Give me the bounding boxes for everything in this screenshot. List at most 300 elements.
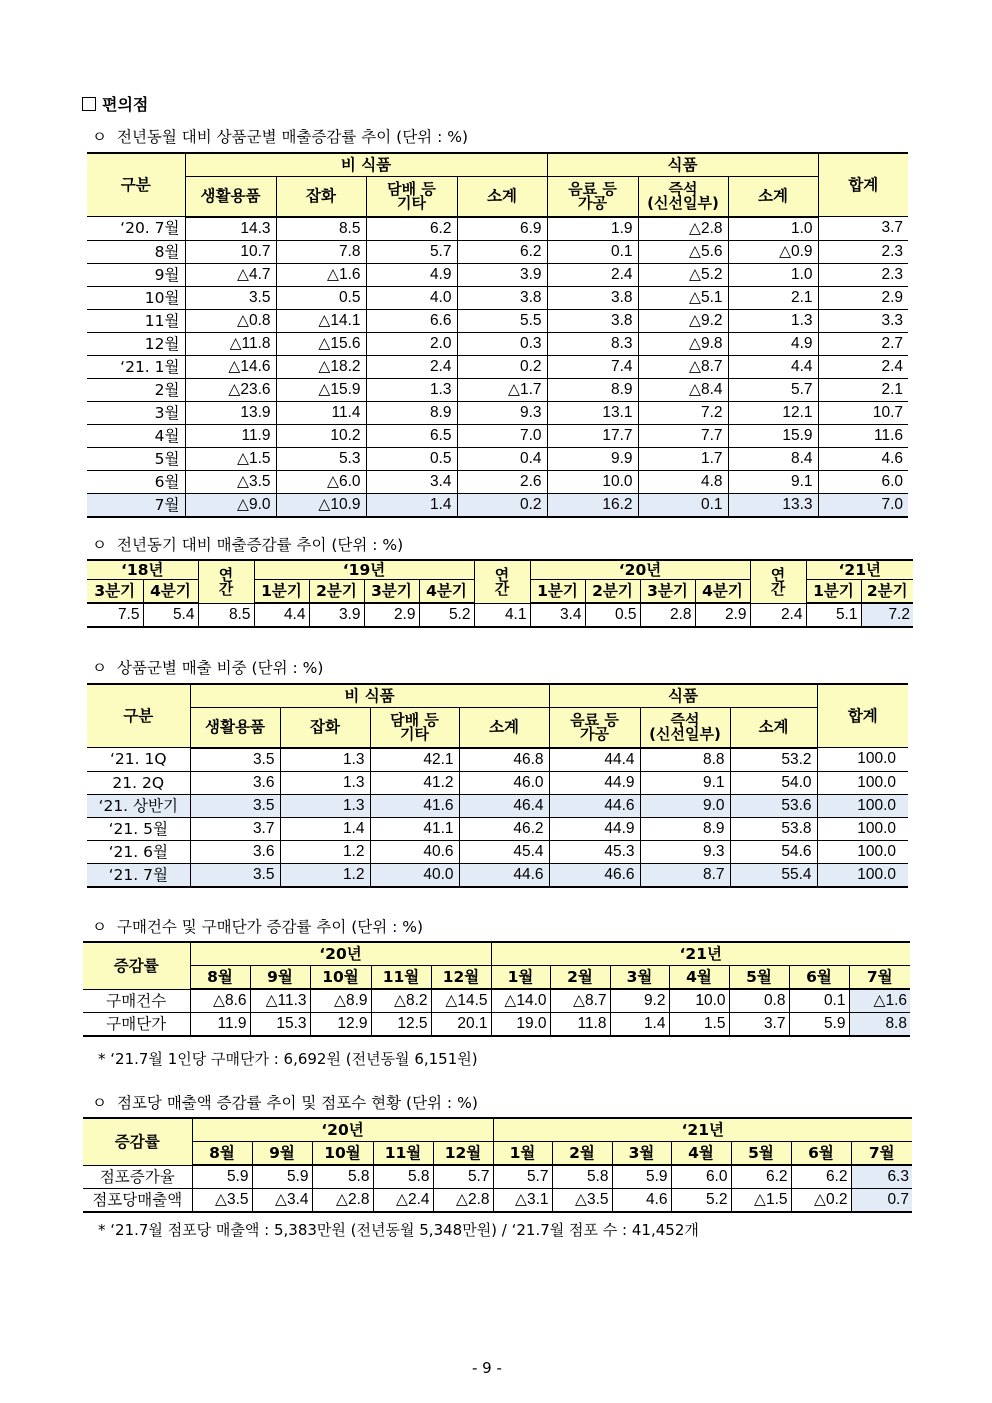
- table-cell: 3.7: [818, 217, 908, 241]
- table-cell: ‘21. 7월: [87, 863, 190, 887]
- header-total: 합계: [817, 684, 908, 748]
- table-cell: 2.9: [695, 603, 750, 627]
- table-cell: ‘21. 1Q: [87, 748, 190, 772]
- section4-note: * ‘21.7월 1인당 구매단가 : 6,692원 (전년동월 6,151원): [98, 1050, 478, 1068]
- table-cell: △2.4: [373, 1189, 433, 1213]
- table-cell: 3.4: [530, 603, 585, 627]
- table-cell: 8.9: [366, 401, 457, 424]
- table-cell: 6.5: [366, 424, 457, 447]
- table-cell: 4월: [87, 424, 185, 447]
- table-cell: 5.7: [433, 1165, 493, 1189]
- header-nonfood: 비 식품: [190, 684, 549, 708]
- table-cell: 5.7: [493, 1165, 552, 1189]
- table-row: [87, 493, 908, 517]
- table-cell: 6.2: [366, 217, 457, 241]
- table-cell: 15.3: [250, 1013, 310, 1037]
- table-cell: △1.6: [849, 989, 910, 1013]
- table-cell: △4.7: [185, 263, 276, 286]
- table-cell: 3.8: [457, 286, 547, 309]
- table-cell: 5.3: [276, 447, 366, 470]
- table-cell: 41.6: [370, 794, 459, 817]
- table-cell: 40.6: [370, 840, 459, 863]
- table-cell: 53.6: [730, 794, 817, 817]
- header-food-subtotal: 소계: [728, 177, 818, 217]
- table-cell: △14.6: [185, 355, 276, 378]
- table-cell: 7.7: [638, 424, 728, 447]
- header-2019: ‘19년: [254, 560, 474, 580]
- table-cell: 54.6: [730, 840, 817, 863]
- table-cell: 1.4: [366, 493, 457, 517]
- table-cell: 6.2: [457, 240, 547, 263]
- table-cell: 9월: [87, 263, 185, 286]
- circle-bullet-icon: ㅇ: [92, 659, 107, 677]
- section2-title-text: 전년동기 대비 매출증감률 추이 (단위 : %): [116, 536, 404, 554]
- table-cell: 8월: [87, 240, 185, 263]
- table-cell: 2월: [87, 378, 185, 401]
- header-month: 6월: [791, 1142, 851, 1166]
- table-cell: 8.5: [198, 603, 254, 627]
- table-row: [87, 217, 908, 241]
- table-cell: 3.8: [547, 286, 638, 309]
- table-cell: △2.8: [433, 1189, 493, 1213]
- header-annual-2020: 연 간: [750, 560, 806, 603]
- table-cell: 100.0: [817, 771, 908, 794]
- table-cell: △8.2: [371, 989, 431, 1013]
- header-month: 5월: [729, 966, 789, 990]
- table-cell: 3.6: [190, 840, 280, 863]
- header-month: 9월: [252, 1142, 312, 1166]
- table-cell: ‘20. 7월: [87, 217, 185, 241]
- table-cell: ‘21. 1월: [87, 355, 185, 378]
- table-cell: 5.9: [252, 1165, 312, 1189]
- table-cell: 5.9: [192, 1165, 252, 1189]
- table-cell: 11.9: [185, 424, 276, 447]
- header-q2: 2분기: [861, 580, 913, 604]
- table-cell: 1.2: [280, 840, 370, 863]
- table-cell: 9.3: [457, 401, 547, 424]
- table-cell: 5월: [87, 447, 185, 470]
- header-nonfood: 비 식품: [185, 153, 547, 177]
- table-cell: △3.4: [252, 1189, 312, 1213]
- table-cell: 4.4: [254, 603, 309, 627]
- table-cell: 41.2: [370, 771, 459, 794]
- section4-title: [92, 915, 423, 937]
- circle-bullet-icon: ㅇ: [92, 536, 107, 554]
- table-cell: 10.0: [669, 989, 729, 1013]
- table-cell: 13.3: [728, 493, 818, 517]
- table-cell: 1.3: [728, 309, 818, 332]
- table-row: [83, 1013, 910, 1037]
- table-cell: 3월: [87, 401, 185, 424]
- header-tobacco: 담배 등 기타: [366, 177, 457, 217]
- header-month: 6월: [789, 966, 849, 990]
- section5-note: * ‘21.7월 점포당 매출액 : 5,383만원 (전년동월 5,348만원) / ‘21.7월 점포 수 : 41,452개: [98, 1221, 699, 1239]
- table-cell: △15.9: [276, 378, 366, 401]
- header-month: 12월: [433, 1142, 493, 1166]
- header-month: 8월: [192, 1142, 252, 1166]
- header-total: 합계: [818, 153, 908, 217]
- table-cell: △14.0: [491, 989, 550, 1013]
- table-cell: 1.5: [669, 1013, 729, 1037]
- header-instant: 즉석 (신선일부): [640, 708, 730, 748]
- checkbox-square-icon: [82, 97, 96, 111]
- header-annual-2018: 연 간: [198, 560, 254, 603]
- header-month: 3월: [612, 1142, 671, 1166]
- table-cell: △15.6: [276, 332, 366, 355]
- table-cell: △5.2: [638, 263, 728, 286]
- table-cell: 5.8: [373, 1165, 433, 1189]
- table-cell: △8.7: [638, 355, 728, 378]
- table-cell: 1.0: [728, 263, 818, 286]
- section1-title-text: 전년동월 대비 상품군별 매출증감률 추이 (단위 : %): [116, 128, 469, 146]
- header-2020: ‘20년: [530, 560, 750, 580]
- table-cell: △8.6: [190, 989, 250, 1013]
- header-month: 4월: [669, 966, 729, 990]
- table-cell: 45.4: [459, 840, 549, 863]
- section3-title: [92, 656, 323, 678]
- table-row: [83, 989, 910, 1013]
- page-number: - 9 -: [472, 1359, 502, 1377]
- table-cell: 3.3: [818, 309, 908, 332]
- table-cell: 4.6: [818, 447, 908, 470]
- table-cell: 11.4: [276, 401, 366, 424]
- table-cell: 40.0: [370, 863, 459, 887]
- table-cell: 11.8: [550, 1013, 610, 1037]
- table-cell: ‘21. 6월: [87, 840, 190, 863]
- table-cell: △3.5: [185, 470, 276, 493]
- table-row: [87, 470, 908, 493]
- table-cell: 45.3: [549, 840, 640, 863]
- header-month: 10월: [312, 1142, 373, 1166]
- table-cell: 9.9: [547, 447, 638, 470]
- table-cell: 2.4: [366, 355, 457, 378]
- section-heading: [82, 92, 148, 115]
- section1-title: [92, 125, 468, 147]
- table-cell: ‘21. 5월: [87, 817, 190, 840]
- table-cell: 44.4: [549, 748, 640, 772]
- table-cell: △6.0: [276, 470, 366, 493]
- header-2021: ‘21년: [493, 1118, 912, 1142]
- table-row: [87, 332, 908, 355]
- table-cell: 10.7: [185, 240, 276, 263]
- table-cell: 100.0: [817, 840, 908, 863]
- table-cell: 7.4: [547, 355, 638, 378]
- table-cell: 0.5: [276, 286, 366, 309]
- table-row: [87, 355, 908, 378]
- table-cell: 5.8: [312, 1165, 373, 1189]
- header-misc: 잡화: [276, 177, 366, 217]
- table-cell: 10.7: [818, 401, 908, 424]
- table-cell: 3.7: [190, 817, 280, 840]
- table-cell: 5.1: [806, 603, 861, 627]
- header-q4: 4분기: [143, 580, 198, 604]
- heading-text: 편의점: [102, 95, 149, 114]
- table-cell: 100.0: [817, 748, 908, 772]
- header-nonfood-subtotal: 소계: [457, 177, 547, 217]
- table-cell: 9.3: [640, 840, 730, 863]
- table-cell: 2.1: [728, 286, 818, 309]
- table-row: [87, 401, 908, 424]
- table-cell: 42.1: [370, 748, 459, 772]
- table-cell: 20.1: [431, 1013, 491, 1037]
- table-cell: 0.3: [457, 332, 547, 355]
- header-annual-2019: 연 간: [474, 560, 530, 603]
- header-month: 7월: [849, 966, 910, 990]
- table-cell: △1.5: [185, 447, 276, 470]
- table-cell: 8.8: [640, 748, 730, 772]
- table-cell: 2.9: [818, 286, 908, 309]
- table-row: [87, 840, 908, 863]
- header-food: 식품: [547, 153, 818, 177]
- table-cell: 3.4: [366, 470, 457, 493]
- table-row: [83, 1189, 912, 1213]
- table-row: [87, 447, 908, 470]
- header-2021: ‘21년: [806, 560, 913, 580]
- header-food-subtotal: 소계: [730, 708, 817, 748]
- table-cell: 5.9: [612, 1165, 671, 1189]
- table-cell: 6.3: [851, 1165, 912, 1189]
- header-q3: 3분기: [640, 580, 695, 604]
- table-row: [87, 378, 908, 401]
- table-cell: 1.0: [728, 217, 818, 241]
- table-cell: △1.6: [276, 263, 366, 286]
- table-cell: 6.2: [731, 1165, 791, 1189]
- table-purchase-count-price: [83, 941, 910, 1037]
- circle-bullet-icon: ㅇ: [92, 918, 107, 936]
- table-cell: △14.5: [431, 989, 491, 1013]
- table-cell: 2.3: [818, 263, 908, 286]
- header-month: 1월: [493, 1142, 552, 1166]
- header-month: 9월: [250, 966, 310, 990]
- header-month: 12월: [431, 966, 491, 990]
- table-cell: 8.7: [640, 863, 730, 887]
- table-cell: 8.3: [547, 332, 638, 355]
- table-cell: 3.5: [185, 286, 276, 309]
- table-cell: 2.7: [818, 332, 908, 355]
- table-cell: 12.5: [371, 1013, 431, 1037]
- table-cell: △11.8: [185, 332, 276, 355]
- header-tobacco: 담배 등 기타: [370, 708, 459, 748]
- table-cell: 41.1: [370, 817, 459, 840]
- table-cell: △1.5: [731, 1189, 791, 1213]
- header-month: 8월: [190, 966, 250, 990]
- table-cell: 16.2: [547, 493, 638, 517]
- table-cell: 4.9: [366, 263, 457, 286]
- table-cell: 8.5: [276, 217, 366, 241]
- table-cell: 3.9: [457, 263, 547, 286]
- table-cell: 100.0: [817, 863, 908, 887]
- table-cell: △0.9: [728, 240, 818, 263]
- table-cell: 53.8: [730, 817, 817, 840]
- table-cell: 1.3: [280, 748, 370, 772]
- table-cell: 3.5: [190, 863, 280, 887]
- table-cell: △2.8: [312, 1189, 373, 1213]
- table-cell: 9.1: [728, 470, 818, 493]
- section5-title-text: 점포당 매출액 증감률 추이 및 점포수 현황 (단위 : %): [116, 1094, 478, 1112]
- header-nonfood-subtotal: 소계: [459, 708, 549, 748]
- header-beverage: 음료 등 가공: [549, 708, 640, 748]
- table-cell: 0.1: [547, 240, 638, 263]
- table-sales-share: [87, 683, 908, 888]
- header-q3: 3분기: [364, 580, 419, 604]
- table-cell: 6.9: [457, 217, 547, 241]
- table-cell: 7.5: [87, 603, 143, 627]
- table-cell: 54.0: [730, 771, 817, 794]
- table-cell: 7월: [87, 493, 185, 517]
- table-cell: 0.4: [457, 447, 547, 470]
- table-cell: 0.1: [638, 493, 728, 517]
- table-cell: △10.9: [276, 493, 366, 517]
- table-cell: 2.6: [457, 470, 547, 493]
- header-month: 3월: [610, 966, 669, 990]
- table-cell: 5.4: [143, 603, 198, 627]
- table-cell: ‘21. 상반기: [87, 794, 190, 817]
- table-row: [87, 817, 908, 840]
- table-cell: 100.0: [817, 794, 908, 817]
- table-cell: 46.2: [459, 817, 549, 840]
- table-cell: 1.9: [547, 217, 638, 241]
- table-cell: 46.4: [459, 794, 549, 817]
- table-cell: 7.0: [818, 493, 908, 517]
- table-row: [87, 424, 908, 447]
- table-cell: 6.2: [791, 1165, 851, 1189]
- header-month: 7월: [851, 1142, 912, 1166]
- table-cell: 2.0: [366, 332, 457, 355]
- table-cell: 4.0: [366, 286, 457, 309]
- table-cell: 44.6: [549, 794, 640, 817]
- header-month: 11월: [371, 966, 431, 990]
- table-row: [87, 748, 908, 772]
- table-cell: 5.5: [457, 309, 547, 332]
- table-cell: 6.0: [671, 1165, 731, 1189]
- table-cell: 0.1: [789, 989, 849, 1013]
- table-cell: △3.5: [192, 1189, 252, 1213]
- table-cell: 11.6: [818, 424, 908, 447]
- table-cell: 2.3: [818, 240, 908, 263]
- header-beverage: 음료 등 가공: [547, 177, 638, 217]
- table-cell: 12.1: [728, 401, 818, 424]
- section2-title: [92, 533, 403, 555]
- table-cell: 구매단가: [83, 1013, 190, 1037]
- table-cell: 8.9: [547, 378, 638, 401]
- table-cell: 6.6: [366, 309, 457, 332]
- table-cell: 44.9: [549, 817, 640, 840]
- table-cell: 11월: [87, 309, 185, 332]
- header-2018: ‘18년: [87, 560, 198, 580]
- header-misc: 잡화: [280, 708, 370, 748]
- table-cell: 4.4: [728, 355, 818, 378]
- table-row: [87, 263, 908, 286]
- table-row: [87, 286, 908, 309]
- table-cell: 7.2: [638, 401, 728, 424]
- table-cell: 55.4: [730, 863, 817, 887]
- header-q4: 4분기: [419, 580, 474, 604]
- table-cell: 구매건수: [83, 989, 190, 1013]
- table-cell: 21. 2Q: [87, 771, 190, 794]
- table-cell: △0.2: [791, 1189, 851, 1213]
- table-cell: 1.4: [610, 1013, 669, 1037]
- header-change-rate: 증감률: [83, 1118, 192, 1165]
- table-cell: 2.1: [818, 378, 908, 401]
- table-cell: 3.5: [190, 748, 280, 772]
- table-cell: 12.9: [310, 1013, 371, 1037]
- table-cell: 1.2: [280, 863, 370, 887]
- header-change-rate: 증감률: [83, 942, 190, 989]
- table-cell: 8.4: [728, 447, 818, 470]
- header-gubun: 구분: [87, 153, 185, 217]
- table-cell: △3.1: [493, 1189, 552, 1213]
- table-cell: 3.9: [309, 603, 364, 627]
- header-month: 5월: [731, 1142, 791, 1166]
- table-cell: △5.1: [638, 286, 728, 309]
- header-food: 식품: [549, 684, 817, 708]
- header-gubun: 구분: [87, 684, 190, 748]
- circle-bullet-icon: ㅇ: [92, 128, 107, 146]
- table-cell: 1.3: [366, 378, 457, 401]
- table-cell: 100.0: [817, 817, 908, 840]
- table-cell: 점포증가율: [83, 1165, 192, 1189]
- header-instant: 즉석 (신선일부): [638, 177, 728, 217]
- header-2020: ‘20년: [192, 1118, 493, 1142]
- header-q3: 3분기: [87, 580, 143, 604]
- table-cell: 19.0: [491, 1013, 550, 1037]
- table-cell: △3.5: [552, 1189, 612, 1213]
- table-cell: △18.2: [276, 355, 366, 378]
- table-cell: 0.8: [729, 989, 789, 1013]
- table-cell: 11.9: [190, 1013, 250, 1037]
- table-cell: 3.6: [190, 771, 280, 794]
- table-cell: 4.8: [638, 470, 728, 493]
- table-cell: 2.4: [750, 603, 806, 627]
- header-month: 4월: [671, 1142, 731, 1166]
- table-cell: 0.2: [457, 493, 547, 517]
- table-cell: 46.0: [459, 771, 549, 794]
- table-cell: 5.9: [789, 1013, 849, 1037]
- table-row: [87, 603, 913, 627]
- table-cell: 5.2: [419, 603, 474, 627]
- table-cell: 1.3: [280, 794, 370, 817]
- table-row: [87, 863, 908, 887]
- table-row: [83, 1165, 912, 1189]
- header-month: 2월: [552, 1142, 612, 1166]
- table-cell: 46.6: [549, 863, 640, 887]
- section5-title: [92, 1091, 478, 1113]
- table-cell: △5.6: [638, 240, 728, 263]
- table-cell: △11.3: [250, 989, 310, 1013]
- table-cell: 5.7: [728, 378, 818, 401]
- table-cell: 13.9: [185, 401, 276, 424]
- table-cell: 14.3: [185, 217, 276, 241]
- table-cell: 13.1: [547, 401, 638, 424]
- table-cell: 9.2: [610, 989, 669, 1013]
- table-cell: 4.9: [728, 332, 818, 355]
- header-q2: 2분기: [585, 580, 640, 604]
- header-q1: 1분기: [806, 580, 861, 604]
- table-sales-by-category: [87, 152, 908, 518]
- table-cell: 7.2: [861, 603, 913, 627]
- table-cell: 46.8: [459, 748, 549, 772]
- table-cell: 2.9: [364, 603, 419, 627]
- header-household: 생활용품: [185, 177, 276, 217]
- table-cell: 9.0: [640, 794, 730, 817]
- table-cell: 5.7: [366, 240, 457, 263]
- table-cell: 2.4: [547, 263, 638, 286]
- table-cell: 1.3: [280, 771, 370, 794]
- table-cell: △23.6: [185, 378, 276, 401]
- table-cell: 0.5: [585, 603, 640, 627]
- header-month: 11월: [373, 1142, 433, 1166]
- table-cell: △0.8: [185, 309, 276, 332]
